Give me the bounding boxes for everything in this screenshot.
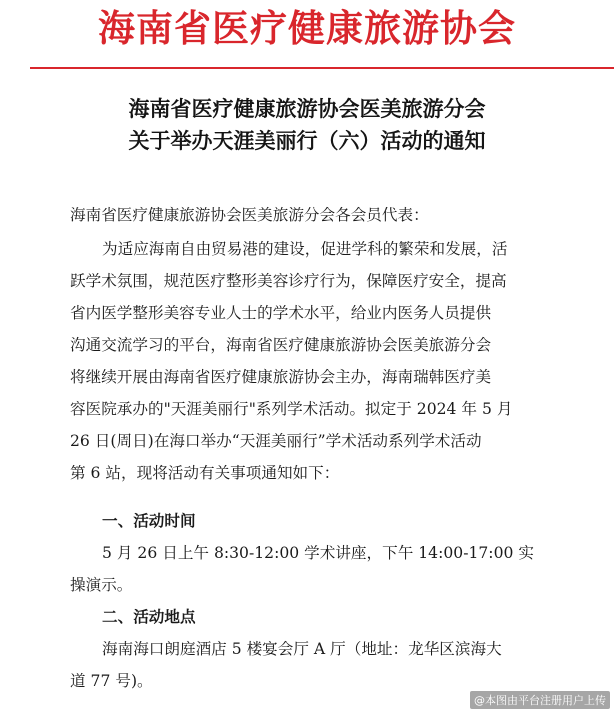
paragraph-line: 省内医学整形美容专业人士的学术水平，给业内医务人员提供 xyxy=(70,304,492,322)
paragraph-line: 跃学术氛围，规范医疗整形美容诊疗行为，保障医疗安全，提高 xyxy=(70,272,507,290)
document-title-line-2: 关于举办天涯美丽行（六）活动的通知 xyxy=(128,128,486,153)
section-heading-time: 一、活动时间 xyxy=(102,511,196,530)
letterhead: 海南省医疗健康旅游协会 xyxy=(98,6,516,50)
paragraph-line: 沟通交流学习的平台，海南省医疗健康旅游协会医美旅游分会 xyxy=(70,336,492,354)
paragraph-line: 将继续开展由海南省医疗健康旅游协会主办，海南瑞韩医疗美 xyxy=(70,368,492,386)
section-line: 海南海口朗庭酒店 5 楼宴会厅 A 厅（地址：龙华区滨海大 xyxy=(102,640,502,658)
paragraph-line: 为适应海南自由贸易港的建设，促进学科的繁荣和发展，活 xyxy=(102,240,508,258)
upload-watermark: @本图由平台注册用户上传 xyxy=(470,691,610,709)
document-title-line-1: 海南省医疗健康旅游协会医美旅游分会 xyxy=(128,96,486,121)
paragraph-line: 容医院承办的"天涯美丽行"系列学术活动。拟定于 2024 年 5 月 xyxy=(70,400,513,418)
salutation: 海南省医疗健康旅游协会医美旅游分会各会员代表： xyxy=(70,206,429,224)
section-line: 道 77 号)。 xyxy=(70,672,153,690)
section-line: 操演示。 xyxy=(70,576,133,594)
letterhead-red-rule xyxy=(30,67,614,69)
section-line: 5 月 26 日上午 8:30-12:00 学术讲座，下午 14:00-17:00 实 xyxy=(102,544,534,562)
paragraph-line: 第 6 站，现将活动有关事项通知如下： xyxy=(70,464,340,482)
paragraph-line: 26 日(周日)在海口举办“天涯美丽行”学术活动系列学术活动 xyxy=(70,432,482,450)
section-heading-location: 二、活动地点 xyxy=(102,607,196,626)
